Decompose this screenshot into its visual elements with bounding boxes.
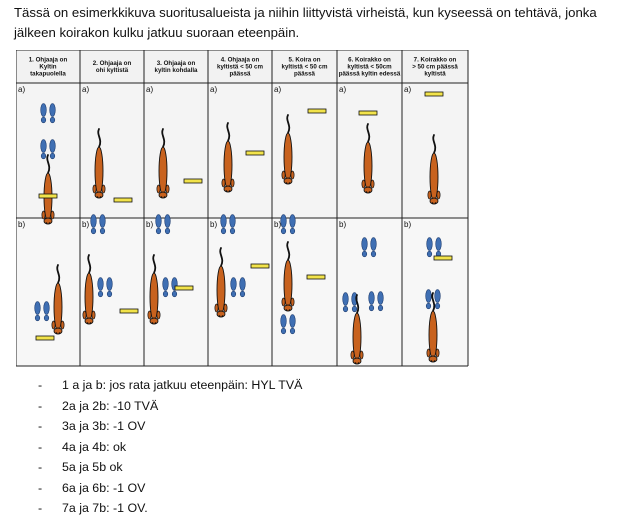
row-label: a) <box>339 85 347 94</box>
column-header: > 50 cm päässä <box>412 63 458 71</box>
sign-icon <box>36 336 54 340</box>
row-label: b) <box>404 220 412 229</box>
column-header: 3. Ohjaaja on <box>156 59 196 67</box>
note-3: - 3a ja 3b: -1 OV <box>38 416 302 437</box>
sign-icon <box>114 198 132 202</box>
row-label: a) <box>404 85 412 94</box>
column-header: päässä kyltin edessä <box>338 70 401 78</box>
column-header: 7. Koirakko on <box>413 56 457 64</box>
row-label: b) <box>146 220 154 229</box>
error-zone-figure <box>16 50 470 368</box>
row-label: a) <box>18 85 26 94</box>
row-label: a) <box>146 85 154 94</box>
row-label: b) <box>339 220 347 229</box>
sign-icon <box>434 256 452 260</box>
sign-icon <box>39 194 57 198</box>
note-2: - 2a ja 2b: -10 TVÄ <box>38 396 302 417</box>
sign-icon <box>246 151 264 155</box>
column-header: kyltistä < 50cm <box>347 63 392 71</box>
row-label: a) <box>274 85 282 94</box>
column-header: 4. Ohjaaja on <box>220 56 260 64</box>
row-label: b) <box>210 220 218 229</box>
sign-icon <box>251 264 269 268</box>
column-header: kyltin kohdalla <box>154 67 198 75</box>
column-header: 2. Ohjaaja on <box>92 59 132 67</box>
sign-icon <box>184 179 202 183</box>
row-a-band <box>16 83 468 218</box>
note-7: - 7a ja 7b: -1 OV. <box>38 498 302 519</box>
sign-icon <box>308 109 326 113</box>
column-header: ohi kyltistä <box>95 67 129 75</box>
row-label: b) <box>18 220 26 229</box>
note-6: - 6a ja 6b: -1 OV <box>38 478 302 499</box>
column-header: päässä <box>229 70 251 78</box>
column-header: 6. Koirakko on <box>348 56 391 64</box>
notes-list <box>38 375 302 519</box>
column-header: kyltistä <box>424 70 446 78</box>
note-1: - 1 a ja b: jos rata jatkuu eteenpäin: HYL TVÄ <box>38 375 302 396</box>
sign-icon <box>425 92 443 96</box>
row-label: b) <box>82 220 90 229</box>
row-label: b) <box>274 220 282 229</box>
row-label: a) <box>210 85 218 94</box>
sign-icon <box>175 286 193 290</box>
column-header: kyltistä < 50 cm <box>217 63 263 71</box>
row-label: a) <box>82 85 90 94</box>
sign-icon <box>307 275 325 279</box>
sign-icon <box>359 111 377 115</box>
sign-icon <box>120 309 138 313</box>
note-5: - 5a ja 5b ok <box>38 457 302 478</box>
column-header: 5. Koira on <box>288 56 321 64</box>
column-header: päässä <box>294 70 315 78</box>
intro-text: Tässä on esimerkkikuva suoritusalueista ja niihin liittyvistä virheistä, kun kyseessä on tehtävä, jonka jälkeen koirakon kulku jatkuu suoraan eteenpäin. <box>14 5 597 40</box>
column-header: 1. Ohjaaja on <box>28 56 68 64</box>
column-header: takapuolella <box>30 70 66 78</box>
column-header: Kyltin <box>39 63 57 71</box>
column-header: kyltistä < 50 cm <box>281 63 328 71</box>
note-4: - 4a ja 4b: ok <box>38 437 302 458</box>
